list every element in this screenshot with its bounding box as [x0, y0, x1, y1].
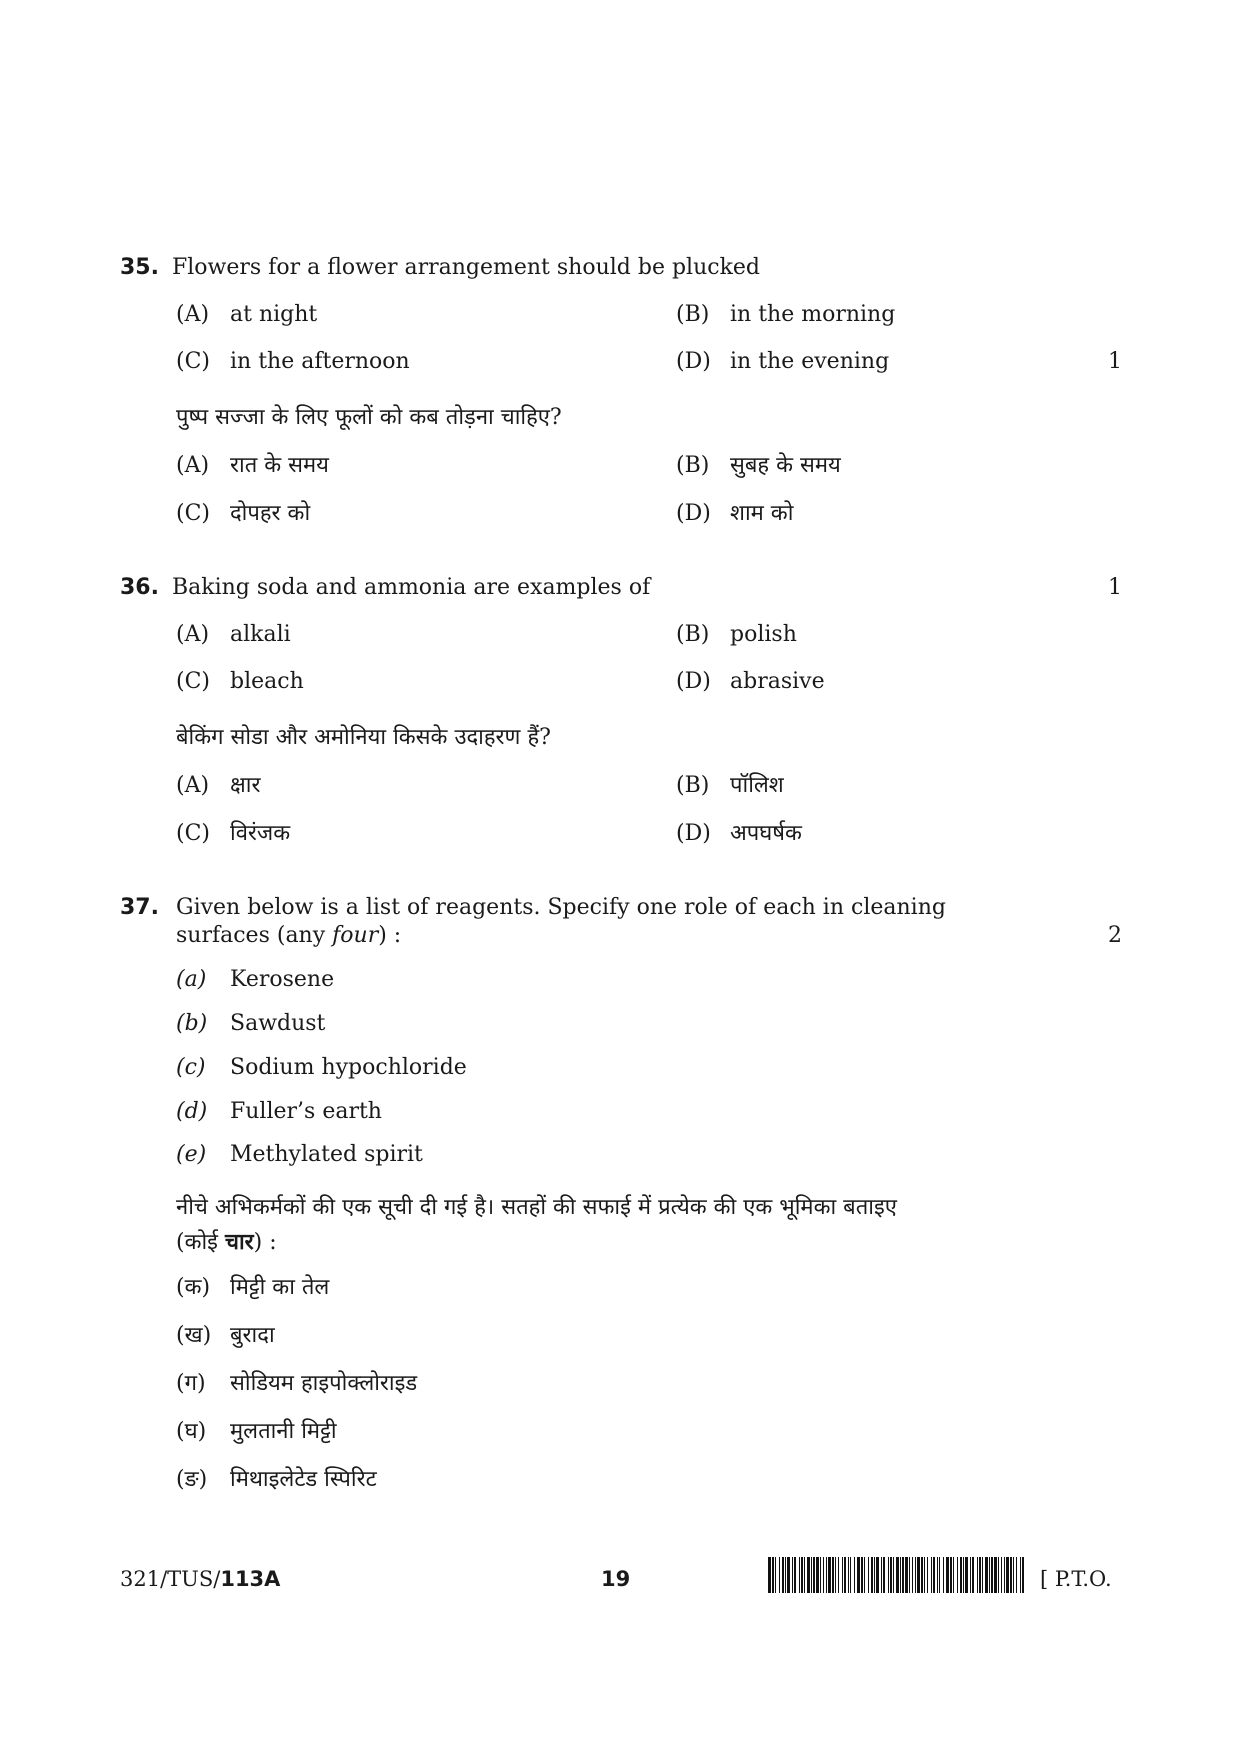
reagent-item: [176, 1098, 382, 1126]
item-text: मिट्टी का तेल: [230, 1275, 330, 1300]
option-text: क्षार: [230, 773, 261, 798]
hindi-reagent-item: [176, 1418, 337, 1446]
hindi-option-d: [676, 820, 802, 848]
code-bold: 113A: [220, 1567, 281, 1591]
hindi-option-c: [176, 500, 310, 528]
question-number: 36.: [120, 575, 159, 600]
item-text: मिथाइलेटेड स्पिरिट: [230, 1467, 377, 1492]
code-prefix: 321/TUS/: [120, 1567, 221, 1591]
marks: 1: [1108, 575, 1122, 600]
hindi-question-text: पुष्प सज्जा के लिए फूलों को कब तोड़ना चाहिए?: [176, 405, 562, 430]
item-label: (ङ): [176, 1467, 208, 1492]
option-c: [176, 668, 304, 696]
item-text: सोडियम हाइपोक्लोराइड: [230, 1371, 418, 1396]
marks: 2: [1108, 923, 1122, 948]
hindi-option-b: [676, 452, 841, 480]
item-label: (क): [176, 1275, 211, 1300]
hindi-question-text-line1: नीचे अभिकर्मकों की एक सूची दी गई है। सतहों की सफाई में प्रत्येक की एक भूमिका बताइए: [176, 1195, 897, 1220]
option-label: (A): [176, 302, 210, 327]
text-part: ) :: [378, 923, 402, 948]
option-label: (C): [176, 669, 210, 694]
option-label: (B): [676, 302, 710, 327]
page-number: 19: [601, 1567, 631, 1591]
item-label: (d): [176, 1099, 208, 1124]
option-label: (A): [176, 622, 210, 647]
option-a: [176, 301, 317, 329]
option-label: (D): [676, 821, 711, 846]
option-label: (B): [676, 622, 710, 647]
option-label: (D): [676, 669, 711, 694]
option-label: (B): [676, 773, 710, 798]
question-37-number: [120, 894, 159, 922]
reagent-item: [176, 1010, 325, 1038]
question-text: Baking soda and ammonia are examples of: [171, 575, 651, 600]
item-text: Methylated spirit: [230, 1142, 423, 1167]
hindi-reagent-item: [176, 1322, 275, 1350]
option-text: सुबह के समय: [730, 453, 841, 478]
hindi-option-b: [676, 772, 784, 800]
option-b: [676, 621, 797, 649]
item-label: (ख): [176, 1323, 212, 1348]
text-emphasis: four: [332, 923, 379, 948]
item-label: (a): [176, 967, 207, 992]
reagent-item: [176, 966, 334, 994]
option-label: (C): [176, 349, 210, 374]
hindi-reagent-item: [176, 1274, 329, 1302]
question-text-line2: [176, 922, 401, 950]
item-text: Fuller’s earth: [230, 1099, 382, 1124]
hindi-reagent-item: [176, 1466, 377, 1494]
option-text: abrasive: [730, 669, 825, 694]
item-label: (घ): [176, 1419, 207, 1444]
option-text: in the morning: [730, 302, 896, 327]
hindi-option-a: [176, 452, 329, 480]
text-part: (कोई: [176, 1230, 225, 1255]
option-label: (B): [676, 453, 710, 478]
option-text: polish: [730, 622, 797, 647]
hindi-question-text: बेकिंग सोडा और अमोनिया किसके उदाहरण हैं?: [176, 725, 551, 750]
question-text-line1: Given below is a list of reagents. Specify one role of each in cleaning: [176, 895, 946, 920]
option-label: (A): [176, 453, 210, 478]
item-text: Sodium hypochloride: [230, 1055, 467, 1080]
option-text: दोपहर को: [230, 501, 311, 526]
reagent-item: [176, 1141, 423, 1169]
hindi-question-text-line2: [176, 1228, 277, 1257]
pto-text: [ P.T.O.: [1040, 1567, 1112, 1591]
hindi-reagent-item: [176, 1370, 417, 1398]
option-text: पॉलिश: [730, 773, 784, 798]
option-c: [176, 348, 410, 376]
option-label: (C): [176, 501, 210, 526]
question-text: Flowers for a flower arrangement should be plucked: [171, 255, 761, 280]
option-a: [176, 621, 291, 649]
option-text: alkali: [230, 622, 291, 647]
barcode-image: [768, 1557, 1028, 1593]
item-label: (b): [176, 1011, 208, 1036]
question-number: 35.: [120, 255, 159, 280]
option-text: in the afternoon: [230, 349, 410, 374]
item-text: Kerosene: [230, 967, 335, 992]
option-b: [676, 301, 895, 329]
option-d: [676, 668, 825, 696]
option-label: (D): [676, 349, 711, 374]
paper-code: [120, 1565, 280, 1593]
marks: 1: [1108, 349, 1122, 374]
hindi-option-c: [176, 820, 290, 848]
option-text: at night: [230, 302, 318, 327]
reagent-item: [176, 1054, 467, 1082]
text-part: surfaces (any: [176, 923, 333, 948]
option-d: [676, 348, 889, 376]
option-text: bleach: [230, 669, 304, 694]
hindi-option-a: [176, 772, 260, 800]
question-number: 37.: [120, 895, 159, 920]
option-text: अपघर्षक: [730, 821, 802, 846]
option-text: in the evening: [730, 349, 890, 374]
option-label: (C): [176, 821, 210, 846]
item-text: मुलतानी मिट्टी: [230, 1419, 337, 1444]
text-bold: चार: [224, 1229, 254, 1255]
barcode-bar: [1024, 1557, 1026, 1593]
hindi-option-d: [676, 500, 793, 528]
item-text: Sawdust: [230, 1011, 326, 1036]
option-label: (D): [676, 501, 711, 526]
item-label: (ग): [176, 1371, 206, 1396]
option-text: विरंजक: [230, 821, 291, 846]
option-text: रात के समय: [230, 453, 329, 478]
option-label: (A): [176, 773, 210, 798]
item-text: बुरादा: [230, 1323, 275, 1348]
text-part: ) :: [253, 1230, 277, 1255]
item-label: (c): [176, 1055, 206, 1080]
question-35: [120, 254, 760, 282]
option-text: शाम को: [730, 501, 794, 526]
question-36: [120, 574, 650, 602]
item-label: (e): [176, 1142, 207, 1167]
